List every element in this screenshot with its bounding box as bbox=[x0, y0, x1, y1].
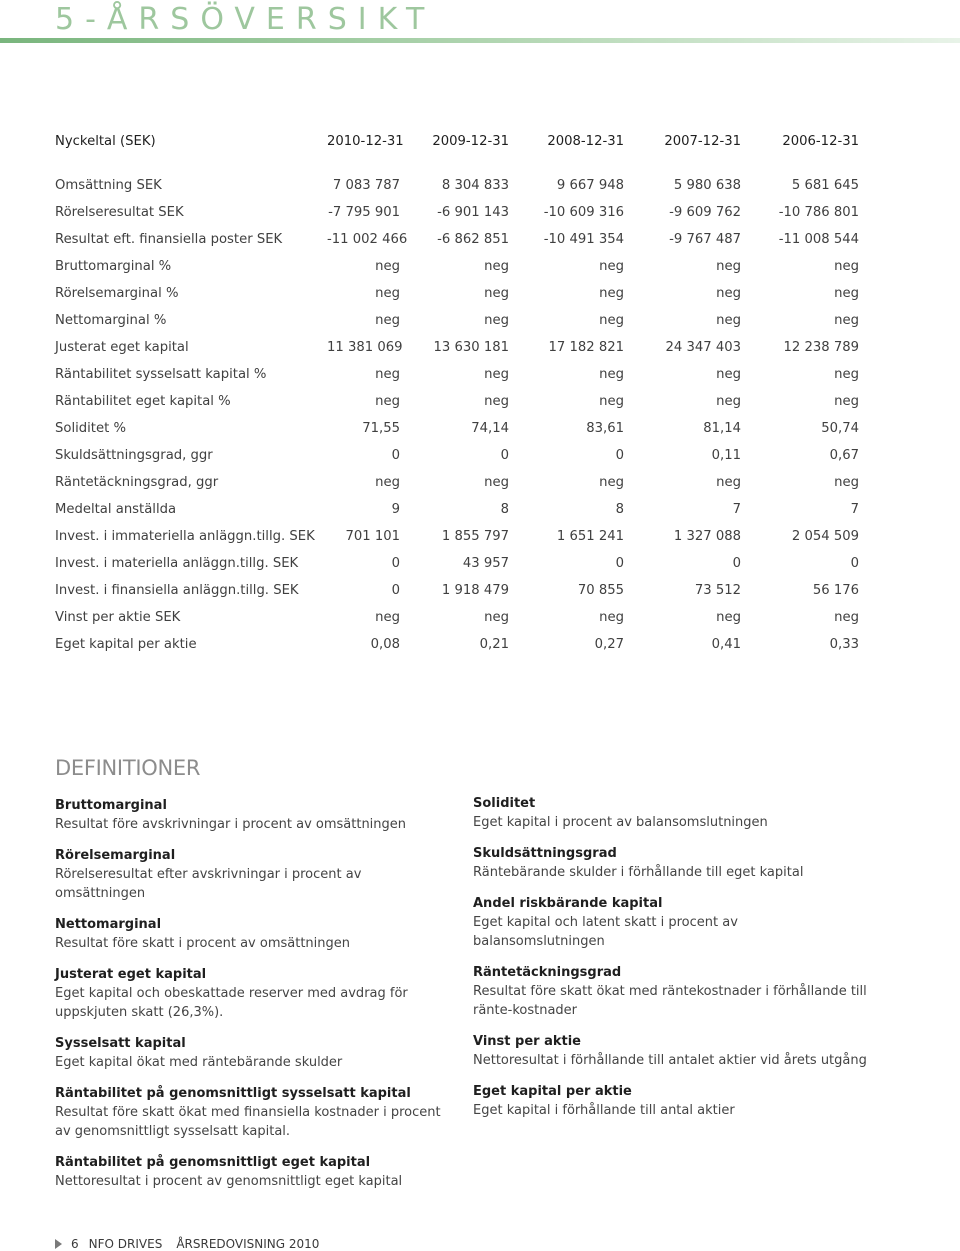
row-label: Resultat eft. finansiella poster SEK bbox=[55, 232, 283, 247]
row-label: Räntetäckningsgrad, ggr bbox=[55, 475, 219, 490]
table-row bbox=[55, 550, 860, 577]
table-row bbox=[55, 523, 860, 550]
row-value: neg bbox=[484, 259, 509, 274]
definition-term: Räntabilitet på genomsnittligt sysselsatt kapital bbox=[55, 1086, 411, 1101]
definition-item bbox=[55, 966, 455, 1022]
definition-term: Eget kapital per aktie bbox=[473, 1084, 632, 1099]
row-value: 24 347 403 bbox=[665, 340, 741, 355]
row-label: Omsättning SEK bbox=[55, 178, 162, 193]
row-value: -6 901 143 bbox=[437, 205, 509, 220]
row-value: -10 786 801 bbox=[778, 205, 859, 220]
row-value: neg bbox=[834, 259, 859, 274]
definition-text: Rörelseresultat efter avskrivningar i procent av omsättningen bbox=[55, 867, 362, 901]
row-value: 81,14 bbox=[703, 421, 741, 436]
row-value: 5 681 645 bbox=[791, 178, 859, 193]
definition-text: Nettoresultat i förhållande till antalet aktier vid årets utgång bbox=[473, 1053, 867, 1068]
definition-item bbox=[473, 895, 873, 951]
definition-text: Resultat före skatt ökat med räntekostnader i förhållande till ränte-kostnader bbox=[473, 984, 867, 1018]
table-row bbox=[55, 172, 860, 199]
row-value: neg bbox=[375, 610, 400, 625]
definition-text: Räntebärande skulder i förhållande till eget kapital bbox=[473, 865, 804, 880]
row-value: 0,33 bbox=[829, 637, 859, 652]
row-value: 0,08 bbox=[370, 637, 400, 652]
row-value: neg bbox=[375, 394, 400, 409]
row-value: neg bbox=[834, 313, 859, 328]
definition-item bbox=[55, 1154, 455, 1191]
key-figures-table bbox=[55, 125, 860, 658]
report-name: ÅRSREDOVISNING 2010 bbox=[176, 1237, 320, 1251]
row-label: Invest. i materiella anläggn.tillg. SEK bbox=[55, 556, 299, 571]
row-value: neg bbox=[599, 286, 624, 301]
row-value: 1 327 088 bbox=[673, 529, 741, 544]
definition-item bbox=[55, 916, 455, 953]
row-value: 17 182 821 bbox=[548, 340, 624, 355]
row-value: neg bbox=[716, 367, 741, 382]
page-number: 6 bbox=[71, 1237, 79, 1251]
definition-item bbox=[473, 1083, 873, 1120]
row-value: neg bbox=[599, 475, 624, 490]
definition-item bbox=[473, 845, 873, 882]
row-label: Medeltal anställda bbox=[55, 502, 177, 517]
column-header-date: 2010-12-31 bbox=[327, 133, 404, 149]
row-value: 13 630 181 bbox=[433, 340, 509, 355]
table-row bbox=[55, 307, 860, 334]
row-value: 0 bbox=[391, 448, 400, 463]
row-value: -10 491 354 bbox=[543, 232, 624, 247]
row-value: neg bbox=[375, 367, 400, 382]
row-value: 8 bbox=[615, 502, 624, 517]
table-row bbox=[55, 496, 860, 523]
row-value: -9 609 762 bbox=[669, 205, 741, 220]
row-value: -10 609 316 bbox=[543, 205, 624, 220]
table-row bbox=[55, 415, 860, 442]
row-value: 0 bbox=[391, 583, 400, 598]
row-value: 1 855 797 bbox=[441, 529, 509, 544]
row-value: neg bbox=[375, 475, 400, 490]
definition-item bbox=[473, 1033, 873, 1070]
row-value: 0,11 bbox=[711, 448, 741, 463]
table-row bbox=[55, 442, 860, 469]
table-row bbox=[55, 361, 860, 388]
row-value: 11 381 069 bbox=[327, 340, 403, 355]
definition-item bbox=[55, 797, 455, 834]
row-label: Vinst per aktie SEK bbox=[55, 610, 181, 625]
row-value: neg bbox=[716, 259, 741, 274]
row-label: Rörelseresultat SEK bbox=[55, 205, 184, 220]
row-value: neg bbox=[484, 394, 509, 409]
row-value: 0 bbox=[850, 556, 859, 571]
definition-text: Resultat före avskrivningar i procent av omsättningen bbox=[55, 817, 407, 832]
row-value: neg bbox=[716, 313, 741, 328]
row-value: 12 238 789 bbox=[783, 340, 859, 355]
row-value: neg bbox=[599, 367, 624, 382]
definition-term: Rörelsemarginal bbox=[55, 848, 176, 863]
column-header-date: 2008-12-31 bbox=[547, 133, 624, 149]
row-value: 7 bbox=[732, 502, 741, 517]
row-value: neg bbox=[484, 475, 509, 490]
definition-text: Eget kapital och obeskattade reserver med avdrag för uppskjuten skatt (26,3%). bbox=[55, 986, 408, 1020]
definition-text: Resultat före skatt i procent av omsättningen bbox=[55, 936, 350, 951]
definition-term: Andel riskbärande kapital bbox=[473, 896, 663, 911]
row-label: Skuldsättningsgrad, ggr bbox=[55, 448, 213, 463]
definition-text: Nettoresultat i procent av genomsnittligt eget kapital bbox=[55, 1174, 403, 1189]
row-value: 0 bbox=[391, 556, 400, 571]
row-value: 0,67 bbox=[829, 448, 859, 463]
row-value: neg bbox=[716, 610, 741, 625]
row-value: 70 855 bbox=[577, 583, 624, 598]
column-header-date: 2007-12-31 bbox=[664, 133, 741, 149]
row-value: neg bbox=[834, 367, 859, 382]
row-value: 0,27 bbox=[594, 637, 624, 652]
definition-term: Räntetäckningsgrad bbox=[473, 965, 622, 980]
row-value: 0,21 bbox=[479, 637, 509, 652]
row-value: 9 bbox=[391, 502, 400, 517]
row-value: neg bbox=[484, 610, 509, 625]
row-value: -11 008 544 bbox=[778, 232, 859, 247]
row-value: 0 bbox=[615, 556, 624, 571]
definition-term: Vinst per aktie bbox=[473, 1034, 581, 1049]
table-row bbox=[55, 577, 860, 604]
row-value: neg bbox=[834, 475, 859, 490]
row-value: neg bbox=[716, 394, 741, 409]
row-value: -11 002 466 bbox=[327, 232, 408, 247]
row-value: -7 795 901 bbox=[328, 205, 400, 220]
row-value: neg bbox=[375, 286, 400, 301]
row-value: neg bbox=[834, 610, 859, 625]
row-value: 9 667 948 bbox=[556, 178, 624, 193]
row-label: Bruttomarginal % bbox=[55, 259, 172, 274]
table-row bbox=[55, 253, 860, 280]
definition-text: Eget kapital i förhållande till antal aktier bbox=[473, 1103, 735, 1118]
row-label: Justerat eget kapital bbox=[55, 340, 189, 355]
definition-item bbox=[473, 795, 873, 832]
row-value: 1 651 241 bbox=[556, 529, 624, 544]
row-value: 74,14 bbox=[471, 421, 509, 436]
page-title: 5-ÅRSÖVERSIKT bbox=[55, 2, 436, 37]
row-label: Invest. i finansiella anläggn.tillg. SEK bbox=[55, 583, 299, 598]
definition-term: Bruttomarginal bbox=[55, 798, 167, 813]
row-label: Invest. i immateriella anläggn.tillg. SEK bbox=[55, 529, 315, 544]
title-divider-bar bbox=[0, 38, 960, 43]
row-label: Räntabilitet sysselsatt kapital % bbox=[55, 367, 267, 382]
row-value: 7 bbox=[850, 502, 859, 517]
row-value: 50,74 bbox=[821, 421, 859, 436]
definition-text: Eget kapital ökat med räntebärande skulder bbox=[55, 1055, 343, 1070]
page-footer bbox=[55, 1237, 319, 1251]
column-header-label: Nyckeltal (SEK) bbox=[55, 133, 156, 149]
row-value: 2 054 509 bbox=[791, 529, 859, 544]
row-value: -6 862 851 bbox=[437, 232, 509, 247]
row-value: 43 957 bbox=[462, 556, 509, 571]
definition-item bbox=[55, 1085, 455, 1141]
definition-term: Nettomarginal bbox=[55, 917, 162, 932]
column-header-date: 2009-12-31 bbox=[432, 133, 509, 149]
row-value: 83,61 bbox=[586, 421, 624, 436]
row-value: 0 bbox=[615, 448, 624, 463]
table-row bbox=[55, 631, 860, 658]
row-value: -9 767 487 bbox=[669, 232, 741, 247]
row-value: 1 918 479 bbox=[441, 583, 509, 598]
company-name: NFO DRIVES bbox=[88, 1237, 163, 1251]
definition-term: Skuldsättningsgrad bbox=[473, 846, 617, 861]
table-row bbox=[55, 226, 860, 253]
row-value: neg bbox=[375, 259, 400, 274]
row-label: Rörelsemarginal % bbox=[55, 286, 179, 301]
column-header-date: 2006-12-31 bbox=[782, 133, 859, 149]
row-label: Eget kapital per aktie bbox=[55, 637, 197, 652]
table-row bbox=[55, 604, 860, 631]
row-value: neg bbox=[484, 367, 509, 382]
table-row bbox=[55, 199, 860, 226]
definition-text: Eget kapital och latent skatt i procent av balansomslutningen bbox=[473, 915, 738, 949]
definition-item bbox=[55, 1035, 455, 1072]
row-value: 8 bbox=[500, 502, 509, 517]
table-row bbox=[55, 388, 860, 415]
table-row bbox=[55, 280, 860, 307]
row-label: Räntabilitet eget kapital % bbox=[55, 394, 231, 409]
table-row bbox=[55, 334, 860, 361]
row-value: neg bbox=[716, 475, 741, 490]
row-value: 701 101 bbox=[345, 529, 400, 544]
row-value: 7 083 787 bbox=[332, 178, 400, 193]
definition-term: Soliditet bbox=[473, 796, 536, 811]
definition-text: Resultat före skatt ökat med finansiella kostnader i procent av genomsnittligt sysselsatt kapital. bbox=[55, 1105, 441, 1139]
row-value: 8 304 833 bbox=[441, 178, 509, 193]
row-value: 56 176 bbox=[812, 583, 859, 598]
definition-term: Räntabilitet på genomsnittligt eget kapital bbox=[55, 1155, 371, 1170]
row-value: 0 bbox=[732, 556, 741, 571]
row-value: neg bbox=[834, 286, 859, 301]
row-value: neg bbox=[599, 313, 624, 328]
row-value: neg bbox=[484, 286, 509, 301]
row-value: neg bbox=[834, 394, 859, 409]
table-header-row bbox=[55, 125, 860, 157]
row-value: 73 512 bbox=[694, 583, 741, 598]
row-label: Nettomarginal % bbox=[55, 313, 167, 328]
definitions-title: DEFINITIONER bbox=[55, 756, 201, 780]
row-value: neg bbox=[599, 259, 624, 274]
definition-item bbox=[55, 847, 455, 903]
definition-term: Justerat eget kapital bbox=[55, 967, 207, 982]
row-value: 71,55 bbox=[362, 421, 400, 436]
definition-term: Sysselsatt kapital bbox=[55, 1036, 186, 1051]
row-value: neg bbox=[375, 313, 400, 328]
row-value: neg bbox=[599, 394, 624, 409]
definitions-left-column bbox=[55, 797, 455, 1204]
definitions-right-column bbox=[473, 795, 873, 1133]
row-value: 0,41 bbox=[711, 637, 741, 652]
definition-item bbox=[473, 964, 873, 1020]
triangle-right-icon bbox=[55, 1239, 62, 1249]
definition-text: Eget kapital i procent av balansomslutningen bbox=[473, 815, 768, 830]
row-value: 5 980 638 bbox=[673, 178, 741, 193]
row-value: 0 bbox=[500, 448, 509, 463]
row-value: neg bbox=[599, 610, 624, 625]
row-value: neg bbox=[484, 313, 509, 328]
table-row bbox=[55, 469, 860, 496]
row-label: Soliditet % bbox=[55, 421, 126, 436]
row-value: neg bbox=[716, 286, 741, 301]
